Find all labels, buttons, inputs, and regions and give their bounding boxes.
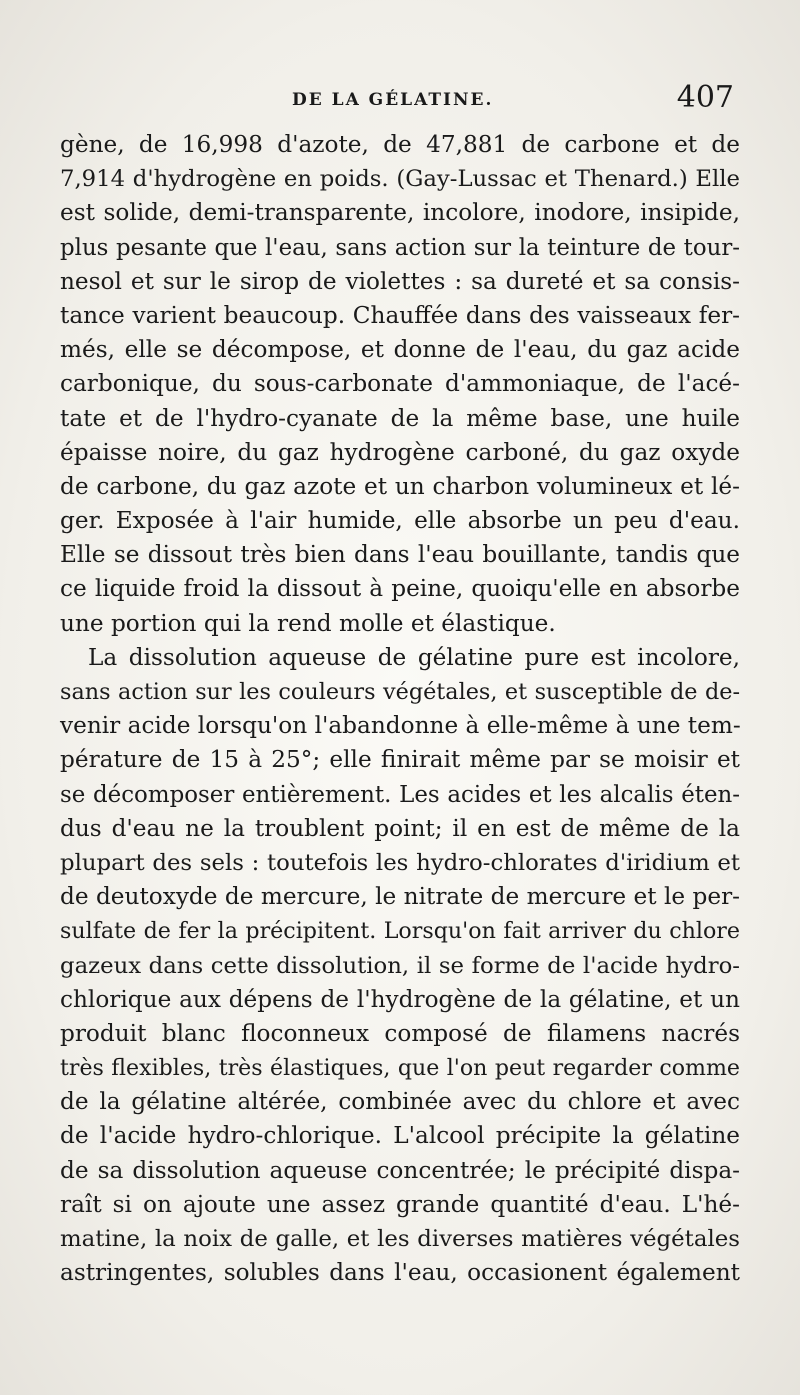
text-line: venir acide lorsqu'on l'abandonne à elle-même à une tem- [60, 712, 741, 740]
text-line: épaisse noire, du gaz hydrogène carboné, du gaz oxyde [60, 438, 740, 466]
text-line: més, elle se décompose, et donne de l'eau, du gaz acide [60, 336, 740, 364]
page-header [60, 80, 740, 120]
text-line: de la gélatine altérée, combinée avec du chlore et avec [60, 1088, 740, 1116]
text-line: astringentes, solubles dans l'eau, occasionent également [60, 1259, 740, 1287]
text-line: sans action sur les couleurs végétales, et susceptible de de- [60, 679, 740, 705]
text-line: nesol et sur le sirop de violettes : sa dureté et sa consis- [60, 267, 740, 295]
text-line: plus pesante que l'eau, sans action sur la teinture de tour- [60, 234, 740, 261]
text-line: pérature de 15 à 25°; elle finirait même par se moisir et [60, 746, 740, 774]
text-line: chlorique aux dépens de l'hydrogène de la gélatine, et un [60, 985, 740, 1013]
text-line: de carbone, du gaz azote et un charbon volumineux et lé- [60, 472, 740, 500]
text-line: ger. Exposée à l'air humide, elle absorbe un peu d'eau. [60, 507, 740, 535]
running-head: DE LA GÉLATINE. [292, 90, 494, 110]
page-number: 407 [676, 80, 734, 115]
text-line: carbonique, du sous-carbonate d'ammoniaque, de l'acé- [60, 370, 740, 398]
text-line: très flexibles, très élastiques, que l'on peut regarder comme [60, 1055, 740, 1082]
text-line: plupart des sels : toutefois les hydro-chlorates d'iridium et [60, 849, 740, 876]
text-line: Elle se dissout très bien dans l'eau bouillante, tandis que [60, 541, 740, 569]
body-text [60, 128, 740, 1290]
text-line: gazeux dans cette dissolution, il se forme de l'acide hydro- [60, 952, 740, 979]
text-line: de l'acide hydro-chlorique. L'alcool précipite la gélatine [60, 1122, 740, 1150]
text-line: dus d'eau ne la troublent point; il en est de même de la [60, 814, 740, 842]
text-line: se décomposer entièrement. Les acides et les alcalis éten- [60, 781, 740, 808]
paragraph-end-line: une portion qui la rend molle et élastique. [60, 609, 556, 637]
text-line: gène, de 16,998 d'azote, de 47,881 de carbone et de [60, 131, 740, 158]
text-line: ce liquide froid la dissout à peine, quoiqu'elle en absorbe [60, 575, 740, 603]
text-line: sulfate de fer la précipitent. Lorsqu'on fait arriver du chlore [60, 918, 740, 945]
text-line: de sa dissolution aqueuse concentrée; le précipité dispa- [60, 1156, 740, 1184]
text-line: est solide, demi-transparente, incolore, inodore, insipide, [60, 199, 740, 227]
text-line: tance varient beaucoup. Chauffée dans des vaisseaux fer- [60, 301, 740, 329]
text-line: matine, la noix de galle, et les diverses matières végétales [60, 1226, 740, 1252]
text-line: produit blanc floconneux composé de filamens nacrés [60, 1019, 740, 1047]
paragraph-first-line: La dissolution aqueuse de gélatine pure est incolore, [88, 643, 740, 671]
text-line: de deutoxyde de mercure, le nitrate de mercure et le per- [60, 883, 740, 911]
text-line: 7,914 d'hydrogène en poids. (Gay-Lussac et Thenard.) Elle [60, 166, 740, 193]
text-line: raît si on ajoute une assez grande quantité d'eau. L'hé- [60, 1190, 740, 1218]
text-line: tate et de l'hydro-cyanate de la même base, une huile [60, 404, 740, 432]
